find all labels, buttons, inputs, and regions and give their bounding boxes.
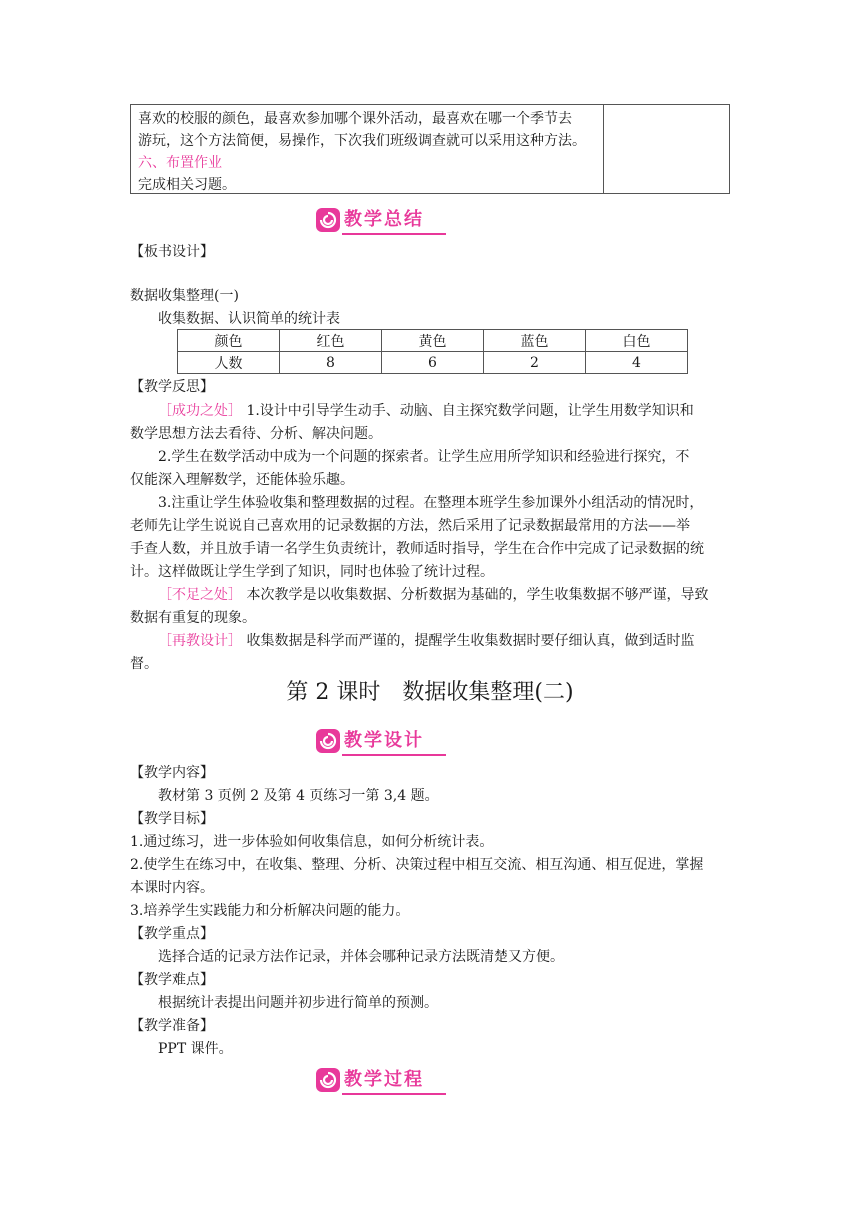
homework-heading: 六、布置作业 [138, 155, 222, 171]
goal-item: 本课时内容。 [130, 880, 214, 896]
swirl-icon [316, 1068, 340, 1092]
table-row [178, 352, 688, 374]
section-header-design [316, 727, 446, 757]
paragraph-line [130, 630, 758, 652]
content-label: 【教学内容】 [130, 765, 214, 781]
content-text: 教材第 3 页例 2 及第 4 页练习一第 3,4 题。 [158, 788, 439, 804]
table-cell: 4 [586, 352, 688, 374]
section-title: 教学总结 [344, 209, 424, 230]
prep-label: 【教学准备】 [130, 1018, 214, 1034]
section-header-process [316, 1066, 446, 1096]
text-span: 1.设计中引导学生动手、动脑、自主探究数学问题，让学生用数学知识和 [246, 403, 694, 419]
lack-tag: ［不足之处］ [158, 587, 242, 603]
key-label: 【教学重点】 [130, 926, 214, 942]
board-title: 数据收集整理(一) [130, 288, 239, 304]
table-cell: 白色 [586, 330, 688, 352]
table-cell: 8 [280, 352, 382, 374]
table-cell: 人数 [178, 352, 280, 374]
paragraph-line: 计。这样做既让学生学到了知识，同时也体验了统计过程。 [130, 564, 494, 580]
divider [342, 1093, 446, 1095]
lesson-title: 第 2 课时 数据收集整理(二) [286, 680, 574, 705]
paragraph-line: 督。 [130, 656, 158, 672]
text-span: 本次教学是以收集数据、分析数据为基础的，学生收集数据不够严谨，导致 [246, 587, 709, 603]
paragraph-line: 仅能深入理解数学，还能体验乐趣。 [130, 472, 354, 488]
goal-item: 1.通过练习，进一步体验如何收集信息，如何分析统计表。 [130, 834, 494, 850]
paragraph-line: 数据有重复的现象。 [130, 610, 256, 626]
difficult-label: 【教学难点】 [130, 972, 214, 988]
goal-item: 3.培养学生实践能力和分析解决问题的能力。 [130, 903, 410, 919]
table-cell: 蓝色 [484, 330, 586, 352]
prep-text: PPT 课件。 [158, 1041, 233, 1057]
table-cell: 红色 [280, 330, 382, 352]
table-cell: 6 [382, 352, 484, 374]
paragraph-line: 数学思想方法去看待、分析、解决问题。 [130, 426, 382, 442]
paragraph-line: 老师先让学生说说自己喜欢用的记录数据的方法，然后采用了记录数据最常用的方法——举 [130, 518, 690, 534]
paragraph-line [130, 400, 758, 422]
section-title: 教学过程 [344, 1069, 424, 1090]
redesign-tag: ［再教设计］ [158, 633, 242, 649]
paragraph-line [130, 584, 758, 606]
swirl-icon [316, 729, 340, 753]
section-header-summary [316, 206, 446, 236]
divider [342, 233, 446, 235]
success-tag: ［成功之处］ [158, 403, 242, 419]
text-line: 游玩，这个方法简便，易操作，下次我们班级调查就可以采用这种方法。 [138, 133, 586, 149]
board-subtitle: 收集数据、认识简单的统计表 [158, 311, 340, 327]
paragraph-line: 3.注重让学生体验收集和整理数据的过程。在整理本班学生参加课外小组活动的情况时， [158, 495, 704, 511]
table-cell: 颜色 [178, 330, 280, 352]
statistics-table [177, 329, 688, 374]
table-cell: 黄色 [382, 330, 484, 352]
continued-table [130, 104, 730, 194]
swirl-icon [316, 208, 340, 232]
goal-item: 2.使学生在练习中，在收集、整理、分析、决策过程中相互交流、相互沟通、相互促进，掌握 [130, 857, 704, 873]
difficult-text: 根据统计表提出问题并初步进行简单的预测。 [158, 995, 438, 1011]
paragraph-line: 2.学生在数学活动中成为一个问题的探索者。让学生应用所学知识和经验进行探究，不 [158, 449, 690, 465]
board-label: 【板书设计】 [130, 244, 214, 260]
goals-label: 【教学目标】 [130, 811, 214, 827]
divider [342, 754, 446, 756]
column-divider [603, 105, 604, 193]
reflection-label: 【教学反思】 [130, 379, 214, 395]
table-cell: 2 [484, 352, 586, 374]
table-row [178, 330, 688, 352]
key-text: 选择合适的记录方法作记录，并体会哪种记录方法既清楚又方便。 [158, 949, 564, 965]
text-span: 收集数据是科学而严谨的，提醒学生收集数据时要仔细认真，做到适时监 [246, 633, 695, 649]
paragraph-line: 手查人数，并且放手请一名学生负责统计，教师适时指导，学生在合作中完成了记录数据的统 [130, 541, 704, 557]
section-title: 教学设计 [344, 730, 424, 751]
table-cell-text [138, 108, 598, 196]
text-line: 喜欢的校服的颜色，最喜欢参加哪个课外活动，最喜欢在哪一个季节去 [138, 111, 572, 127]
text-line: 完成相关习题。 [138, 177, 236, 193]
